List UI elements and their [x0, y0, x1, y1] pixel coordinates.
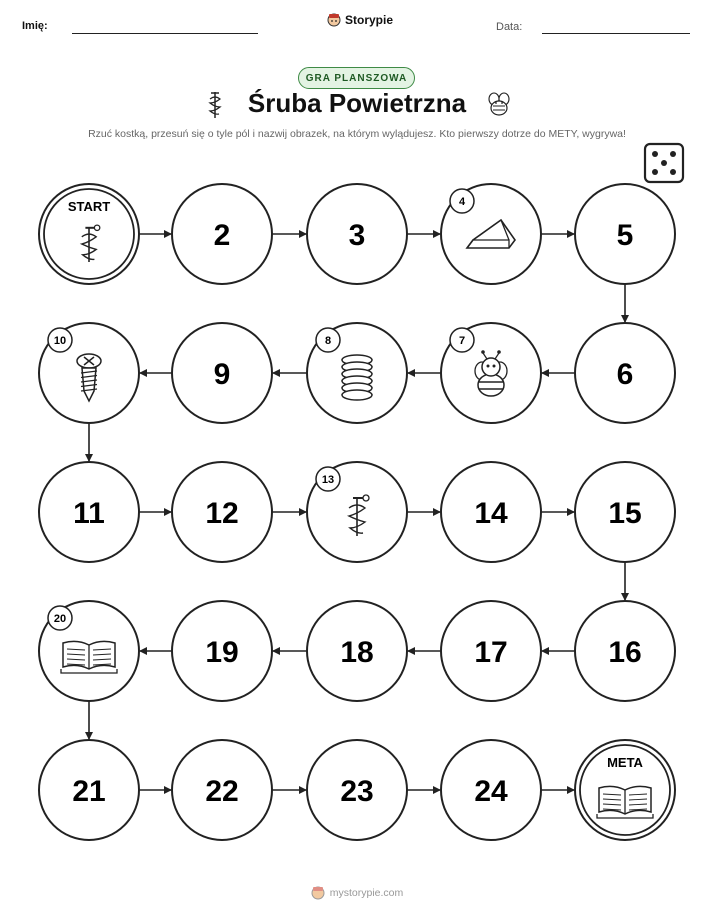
board-cell[interactable]: [307, 740, 407, 840]
cell-number: 17: [474, 636, 508, 669]
cell-number: 21: [72, 775, 106, 808]
cell-number: 13: [321, 474, 335, 486]
cell-number: 6: [616, 358, 634, 391]
date-label: Data:: [496, 21, 523, 33]
cell-number: 3: [348, 219, 366, 252]
start-cell[interactable]: [39, 184, 139, 284]
board-cell[interactable]: [441, 462, 541, 562]
board-cell[interactable]: [575, 462, 675, 562]
board-cell[interactable]: [441, 601, 541, 701]
board-cell[interactable]: [39, 601, 139, 701]
name-label: Imię:: [22, 20, 48, 32]
board-cell[interactable]: [307, 184, 407, 284]
board-cell[interactable]: [575, 601, 675, 701]
finish-label: META: [607, 755, 643, 770]
cell-number: 22: [205, 775, 239, 808]
cell-number: 14: [474, 497, 508, 530]
cell-number: 5: [616, 219, 634, 252]
cell-number: 7: [458, 335, 466, 347]
board-cell[interactable]: [307, 462, 407, 562]
finish-cell[interactable]: [575, 740, 675, 840]
board-cell[interactable]: [172, 462, 272, 562]
board-cell[interactable]: [441, 184, 541, 284]
cell-number: 18: [340, 636, 374, 669]
board-cell[interactable]: [172, 601, 272, 701]
board-cell[interactable]: [172, 184, 272, 284]
cell-number: 10: [53, 335, 67, 347]
game-type-badge: GRA PLANSZOWA: [298, 67, 415, 89]
cell-number: 16: [608, 636, 642, 669]
start-label: START: [67, 199, 111, 214]
cell-number: 19: [205, 636, 239, 669]
board-cell[interactable]: [441, 323, 541, 423]
cell-number: 23: [340, 775, 374, 808]
storypie-logo-icon: [311, 886, 325, 900]
cell-number: 4: [458, 196, 466, 208]
footer: [0, 886, 714, 900]
cell-number: 24: [474, 775, 508, 808]
spring-icon: [342, 355, 372, 400]
brand-name: Storypie: [345, 13, 394, 27]
board-cell[interactable]: [39, 462, 139, 562]
board-cell[interactable]: [172, 323, 272, 423]
footer-url[interactable]: mystorypie.com: [329, 887, 404, 899]
board-cell[interactable]: [307, 323, 407, 423]
cell-number: 8: [324, 335, 332, 347]
cell-number: 12: [205, 497, 239, 530]
board-cell[interactable]: [307, 601, 407, 701]
cell-number: 2: [213, 219, 231, 252]
board-cell[interactable]: [39, 740, 139, 840]
board-cell[interactable]: [575, 184, 675, 284]
board-cell[interactable]: [172, 740, 272, 840]
instructions: Rzuć kostką, przesuń się o tyle pól i nazwij obrazek, na którym wylądujesz. Kto pierwszy dotrze do METY, wygrywa!: [88, 128, 626, 140]
cell-number: 15: [608, 497, 642, 530]
cell-number: 9: [213, 358, 231, 391]
board-cell[interactable]: [575, 323, 675, 423]
board-cell[interactable]: [39, 323, 139, 423]
cell-number: 11: [73, 497, 105, 530]
page-title: Śruba Powietrzna: [247, 88, 467, 118]
board-cell[interactable]: [441, 740, 541, 840]
cell-number: 20: [53, 613, 67, 625]
